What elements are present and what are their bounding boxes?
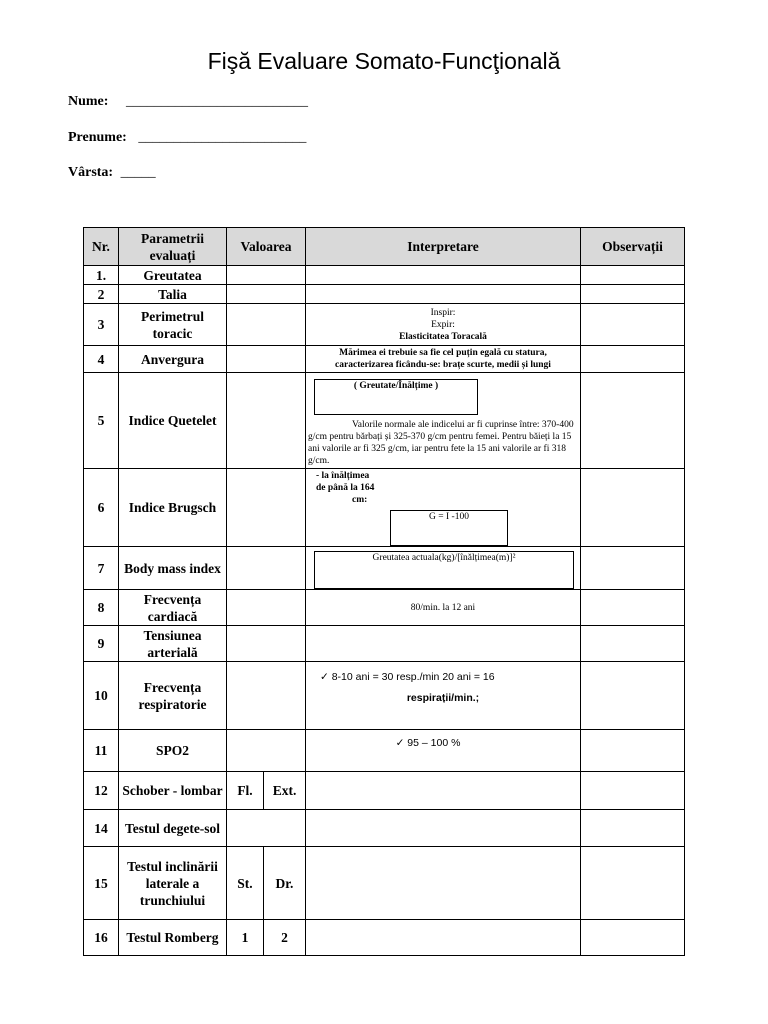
row-interp-cell: [306, 373, 581, 469]
prenume-line[interactable]: ________________________: [138, 130, 307, 145]
row-obs-cell[interactable]: [581, 730, 685, 772]
varsta-line[interactable]: _____: [120, 165, 156, 180]
row-param: Frecvența respiratorie: [119, 662, 227, 730]
row-nr: 3: [84, 304, 119, 346]
formula-box: Greutatea actuala(kg)/[înălțimea(m)]²: [314, 551, 574, 589]
interp-line: Elasticitatea Toracală: [399, 331, 487, 342]
row-obs-cell[interactable]: [581, 346, 685, 373]
table-row: [84, 373, 685, 469]
header-valoarea: Valoarea: [227, 228, 306, 266]
table-row: [84, 346, 685, 373]
row-interp-cell: [306, 346, 581, 373]
nume-field[interactable]: [68, 94, 308, 110]
table-row: [84, 590, 685, 626]
interp-line: de până la 164: [316, 482, 375, 493]
table-row: [84, 547, 685, 590]
row-value-cell[interactable]: [227, 590, 306, 626]
prenume-label: Prenume:: [68, 130, 127, 145]
row-param: Talia: [119, 285, 227, 304]
row-nr: 4: [84, 346, 119, 373]
row-interp-cell: [306, 469, 581, 547]
row-interp-cell: [306, 304, 581, 346]
table-row: [84, 772, 685, 810]
table-row: [84, 730, 685, 772]
row-obs-cell[interactable]: [581, 662, 685, 730]
interp-text: Valorile normale ale indicelui ar fi cuprinse între: 370-400 g/cm pentru bărbați și 325-370 g/cm pentru femei. Pentru băieți la 15 ani valorile ar fi 325 g/cm, iar pentru fete la 15 ani valorile ar fi 318 g/cm.: [308, 419, 574, 466]
table-header-row: [84, 228, 685, 266]
row-value-right[interactable]: 2: [264, 920, 306, 956]
prenume-field[interactable]: [68, 130, 306, 146]
table-row: [84, 469, 685, 547]
row-nr: 6: [84, 469, 119, 547]
row-interp-cell: 80/min. la 12 ani: [306, 590, 581, 626]
row-value-cell[interactable]: [227, 662, 306, 730]
row-nr: 14: [84, 810, 119, 847]
header-interpretare: Interpretare: [306, 228, 581, 266]
formula-box: G = I -100: [390, 510, 508, 546]
row-obs-cell[interactable]: [581, 847, 685, 920]
row-interp-cell: [306, 730, 581, 772]
row-obs-cell[interactable]: [581, 590, 685, 626]
row-value-cell[interactable]: [227, 547, 306, 590]
table-row: [84, 810, 685, 847]
row-obs-cell[interactable]: [581, 469, 685, 547]
row-interp-cell: [306, 662, 581, 730]
row-interp-cell: [306, 285, 581, 304]
header-observatii: Observații: [581, 228, 685, 266]
row-param: Testul Romberg: [119, 920, 227, 956]
row-interp-cell: [306, 547, 581, 590]
row-param: Anvergura: [119, 346, 227, 373]
interp-line: Expir:: [431, 319, 455, 330]
interp-line: ✓ 8-10 ani = 30 resp./min 20 ani = 16: [320, 671, 495, 683]
interp-line: Mărimea ei trebuie sa fie cel puțin egală cu statura,: [339, 348, 547, 358]
header-param: Parametrii evaluați: [119, 228, 227, 266]
table-row: [84, 626, 685, 662]
row-param: Frecvența cardiacă: [119, 590, 227, 626]
row-obs-cell[interactable]: [581, 547, 685, 590]
row-value-cell[interactable]: [227, 266, 306, 285]
row-nr: 15: [84, 847, 119, 920]
row-interp-cell: [306, 772, 581, 810]
table-row: [84, 847, 685, 920]
row-value-cell[interactable]: [227, 346, 306, 373]
table-row: [84, 285, 685, 304]
table-row: [84, 662, 685, 730]
table-row: [84, 920, 685, 956]
row-value-cell[interactable]: [227, 285, 306, 304]
table-row: [84, 304, 685, 346]
row-param: Indice Brugsch: [119, 469, 227, 547]
row-obs-cell[interactable]: [581, 920, 685, 956]
row-obs-cell[interactable]: [581, 626, 685, 662]
row-param: Indice Quetelet: [119, 373, 227, 469]
row-obs-cell[interactable]: [581, 373, 685, 469]
row-param: Tensiunea arterială: [119, 626, 227, 662]
row-nr: 7: [84, 547, 119, 590]
evaluation-table: [83, 227, 685, 956]
row-obs-cell[interactable]: [581, 304, 685, 346]
row-obs-cell[interactable]: [581, 810, 685, 847]
row-value-right[interactable]: Ext.: [264, 772, 306, 810]
row-interp-cell: [306, 920, 581, 956]
row-param: Body mass index: [119, 547, 227, 590]
nume-label: Nume:: [68, 94, 109, 109]
nume-line[interactable]: __________________________: [125, 94, 308, 109]
row-nr: 2: [84, 285, 119, 304]
row-obs-cell[interactable]: [581, 772, 685, 810]
row-nr: 5: [84, 373, 119, 469]
row-nr: 1.: [84, 266, 119, 285]
row-param: Perimetrul toracic: [119, 304, 227, 346]
row-value-cell[interactable]: [227, 373, 306, 469]
row-param: Testul inclinării laterale a trunchiului: [119, 847, 227, 920]
row-value-cell[interactable]: [227, 626, 306, 662]
table-row: [84, 266, 685, 285]
row-nr: 16: [84, 920, 119, 956]
row-value-cell[interactable]: [227, 810, 306, 847]
row-interp-cell: [306, 266, 581, 285]
row-param: SPO2: [119, 730, 227, 772]
row-value-cell[interactable]: [227, 304, 306, 346]
row-value-right[interactable]: Dr.: [264, 847, 306, 920]
row-value-left[interactable]: 1: [227, 920, 264, 956]
row-param: Testul degete-sol: [119, 810, 227, 847]
header-nr: Nr.: [84, 228, 119, 266]
interp-line: caracterizarea ficându-se: brațe scurte, medii și lungi: [335, 360, 551, 370]
row-obs-cell[interactable]: [581, 285, 685, 304]
row-interp-cell: [306, 810, 581, 847]
interp-line: respirații/min.;: [406, 692, 480, 704]
row-value-left[interactable]: St.: [227, 847, 264, 920]
row-nr: 10: [84, 662, 119, 730]
row-obs-cell[interactable]: [581, 266, 685, 285]
row-nr: 12: [84, 772, 119, 810]
interp-line: ✓ 95 – 100 %: [395, 737, 461, 749]
interp-line: Inspir:: [430, 307, 456, 318]
row-value-cell[interactable]: [227, 469, 306, 547]
row-nr: 11: [84, 730, 119, 772]
row-param: Greutatea: [119, 266, 227, 285]
row-interp-cell: [306, 626, 581, 662]
row-value-cell[interactable]: [227, 730, 306, 772]
varsta-field[interactable]: [68, 165, 156, 181]
row-nr: 9: [84, 626, 119, 662]
interp-line: - la înălțimea: [316, 470, 370, 481]
row-nr: 8: [84, 590, 119, 626]
row-value-left[interactable]: Fl.: [227, 772, 264, 810]
formula-box: ( Greutate/Înălțime ): [314, 379, 478, 415]
row-param: Schober - lombar: [119, 772, 227, 810]
interp-line: cm:: [352, 494, 368, 505]
varsta-label: Vârsta:: [68, 165, 114, 180]
page-title: Fişă Evaluare Somato-Funcţională: [207, 48, 561, 74]
row-interp-cell: [306, 847, 581, 920]
